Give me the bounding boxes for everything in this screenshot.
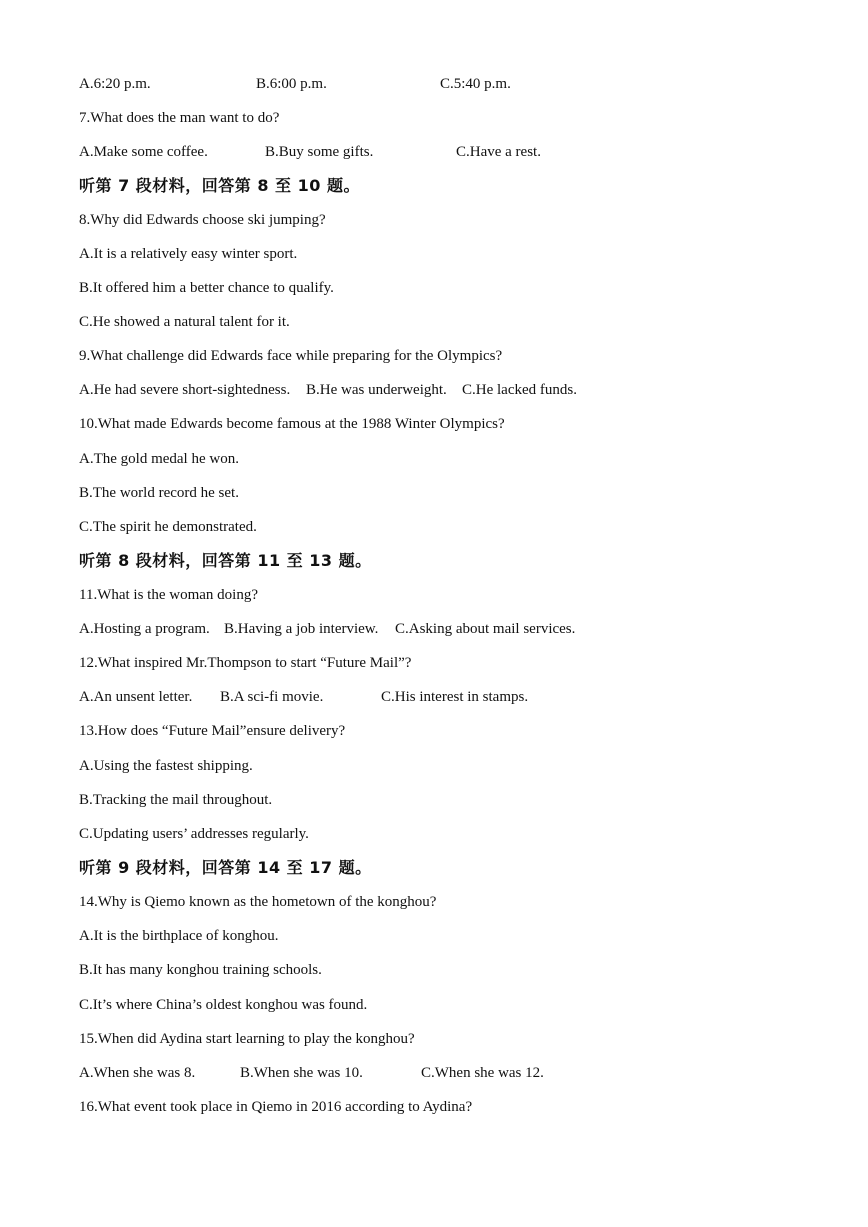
q9-option-b: B.He was underweight.: [306, 382, 447, 398]
q8-question: 8.Why did Edwards choose ski jumping?: [79, 212, 326, 228]
q11-option-c: C.Asking about mail services.: [395, 621, 576, 637]
q8-option-c: C.He showed a natural talent for it.: [79, 314, 290, 330]
q8-option-a: A.It is a relatively easy winter sport.: [79, 246, 298, 262]
q10-option-b: B.The world record he set.: [79, 485, 239, 501]
q7-option-c: C.Have a rest.: [456, 144, 541, 160]
q15-option-c: C.When she was 12.: [421, 1065, 544, 1081]
q14-option-a: A.It is the birthplace of konghou.: [79, 928, 279, 944]
q12-option-a: A.An unsent letter.: [79, 689, 193, 705]
q14-option-b: B.It has many konghou training schools.: [79, 962, 322, 978]
q11-question: 11.What is the woman doing?: [79, 587, 258, 603]
q14-option-c: C.It’s where China’s oldest konghou was found.: [79, 997, 368, 1013]
q13-option-a: A.Using the fastest shipping.: [79, 758, 253, 774]
q13-option-c: C.Updating users’ addresses regularly.: [79, 826, 309, 842]
q7-question: 7.What does the man want to do?: [79, 110, 280, 126]
section-heading: 听第 7 段材料，回答第 8 至 10 题。: [79, 176, 360, 195]
q13-question: 13.How does “Future Mail”ensure delivery?: [79, 723, 346, 739]
q9-option-a: A.He had severe short-sightedness.: [79, 382, 291, 398]
q12-question: 12.What inspired Mr.Thompson to start “Future Mail”?: [79, 655, 412, 671]
q14-question: 14.Why is Qiemo known as the hometown of the konghou?: [79, 894, 437, 910]
q10-option-c: C.The spirit he demonstrated.: [79, 519, 257, 535]
q6-option-a: A.6:20 p.m.: [79, 76, 151, 92]
q10-option-a: A.The gold medal he won.: [79, 451, 239, 467]
q6-option-b: B.6:00 p.m.: [256, 76, 327, 92]
q15-option-a: A.When she was 8.: [79, 1065, 196, 1081]
q7-option-b: B.Buy some gifts.: [265, 144, 374, 160]
section-heading: 听第 9 段材料，回答第 14 至 17 题。: [79, 858, 372, 877]
q15-option-b: B.When she was 10.: [240, 1065, 363, 1081]
q12-option-c: C.His interest in stamps.: [381, 689, 529, 705]
q6-option-c: C.5:40 p.m.: [440, 76, 511, 92]
q12-option-b: B.A sci-fi movie.: [220, 689, 324, 705]
q10-question: 10.What made Edwards become famous at the 1988 Winter Olympics?: [79, 416, 505, 432]
q16-question: 16.What event took place in Qiemo in 2016 according to Aydina?: [79, 1099, 473, 1115]
q15-question: 15.When did Aydina start learning to play the konghou?: [79, 1031, 415, 1047]
q13-option-b: B.Tracking the mail throughout.: [79, 792, 273, 808]
q11-option-b: B.Having a job interview.: [224, 621, 379, 637]
q9-option-c: C.He lacked funds.: [462, 382, 577, 398]
q9-question: 9.What challenge did Edwards face while preparing for the Olympics?: [79, 348, 503, 364]
q11-option-a: A.Hosting a program.: [79, 621, 210, 637]
q7-option-a: A.Make some coffee.: [79, 144, 208, 160]
q8-option-b: B.It offered him a better chance to qualify.: [79, 280, 334, 296]
section-heading: 听第 8 段材料，回答第 11 至 13 题。: [79, 551, 372, 570]
